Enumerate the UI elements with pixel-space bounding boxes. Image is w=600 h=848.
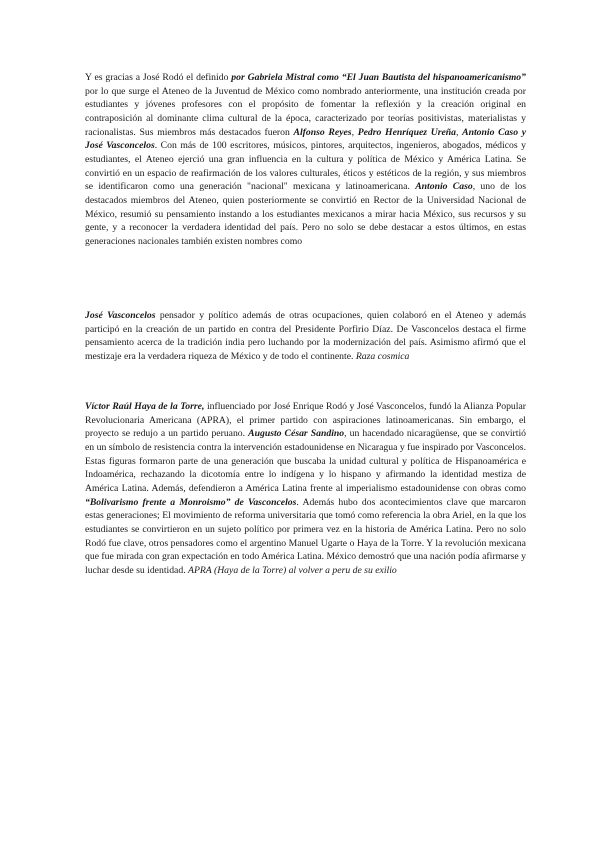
text-run: influenciado por José Enrique Rodó y José Vasconcelos, fundó la Alianza Popular Revolucionaria Americana (APRA), el primer partido con aspiraciones latinoamericanas. Sin embargo, el proyecto se redujo a un partido peruano. [85, 401, 526, 440]
text-run: pensador y político además de otras ocupaciones, quien colaboró en el Ateneo y además participó en la creación de un partido en contra del Presidente Porfirio Díaz. De Vasconcelos destaca el firme pensamiento acerca de la tradición india pero luchando por la modernización del país. Asimismo afirmó que el mestizaje era la verdadera riqueza de México y de todo el continente. [85, 310, 526, 362]
emphasized-text: Augusto César Sandino [248, 428, 345, 440]
emphasized-text: Víctor Raúl Haya de la Torre, [85, 401, 205, 412]
emphasized-text: Antonio Caso y José Vasconcelos [85, 126, 527, 152]
emphasized-text: José Vasconcelos [85, 310, 156, 321]
paragraph-haya-de-la-torre [85, 400, 526, 578]
emphasized-text: por Gabriela Mistral como “El Juan Bautista del hispanoamericanismo” [231, 72, 526, 83]
text-run: . Además hubo dos acontecimientos clave que marcaron estas generaciones; El movimiento de reforma universitaria que tomó como referencia la obra Ariel, en la que los estudiantes se convirtieron en un sujeto político por primera vez en la historia de América Latina. Pero no solo Rodó fue clave, otros pensadores como el argentino Manuel Ugarte o Haya de la Torre. Y la revolución mexicana que fue mirada con gran expectación en todo América Latina. México demostró que una nación podía afirmarse y luchar desde su identidad. [85, 496, 526, 576]
text-run: . Con más de 100 escritores, músicos, pintores, arquitectos, ingenieros, abogados, médicos y estudiantes, el Ateneo ejerció una gran influencia en la cultura y política de México y América Latina. Se convirtió en un espacio de reafirmación de los valores culturales, éticos y estéticos de la región, y sus miembros se identificaron como una generación "nacional" mexicana y latinoamericana. [85, 140, 526, 193]
emphasized-text: Raza cosmica [355, 350, 410, 362]
emphasized-text: Pedro Henríquez Ureña [357, 126, 457, 138]
emphasized-text: Alfonso Reyes [293, 126, 352, 138]
paragraph-vasconcelos [85, 309, 526, 364]
text-run: , [456, 126, 463, 138]
text-run: , [351, 126, 358, 138]
text-run: , uno de los destacados miembros del Ateneo, quien posteriormente se convirtió en Rector de la Universidad Nacional de México, resumió su pensamiento instando a los estudiantes mexicanos a mirar hacia México, sus recursos y su gente, y a reconocer la verdadera identidad del país. Pero no solo se debe destacar a estos últimos, en estas generaciones nacionales también existen nombres como [85, 181, 527, 247]
emphasized-text: “Bolivarismo frente a Monroismo” de Vasconcelos [85, 496, 297, 508]
text-run: , un hacendado nicaragüense, que se convirtió en un símbolo de resistencia contra la intervención estadounidense en Nicaragua y fue inspirado por Vasconcelos. Estas figuras formaron parte de una generación que buscaba la unidad cultural y política de Hispanoamérica e Indoamérica, rechazando la dicotomía entre lo indígena y lo hispano y afirmando la identidad mestiza de América Latina. Además, defendieron a América Latina frente al imperialismo estadounidense con obras como [85, 428, 527, 494]
paragraph-ateneo [85, 71, 526, 249]
emphasized-text: Antonio Caso [415, 181, 473, 193]
text-run: Y es gracias a José Rodó el definido [85, 72, 232, 83]
text-run: por lo que surge el Ateneo de la Juventud de México como nombrado anteriormente, una institución creada por estudiantes y jóvenes profesores con el propósito de fomentar la reflexión y la creación original en contraposición al dominante clima cultural de la época, caracterizado por teorías positivistas, materialistas y racionalistas. Sus miembros más destacados fueron [85, 85, 526, 138]
emphasized-text: APRA (Haya de la Torre) al volver a peru de su exilio [188, 564, 397, 576]
